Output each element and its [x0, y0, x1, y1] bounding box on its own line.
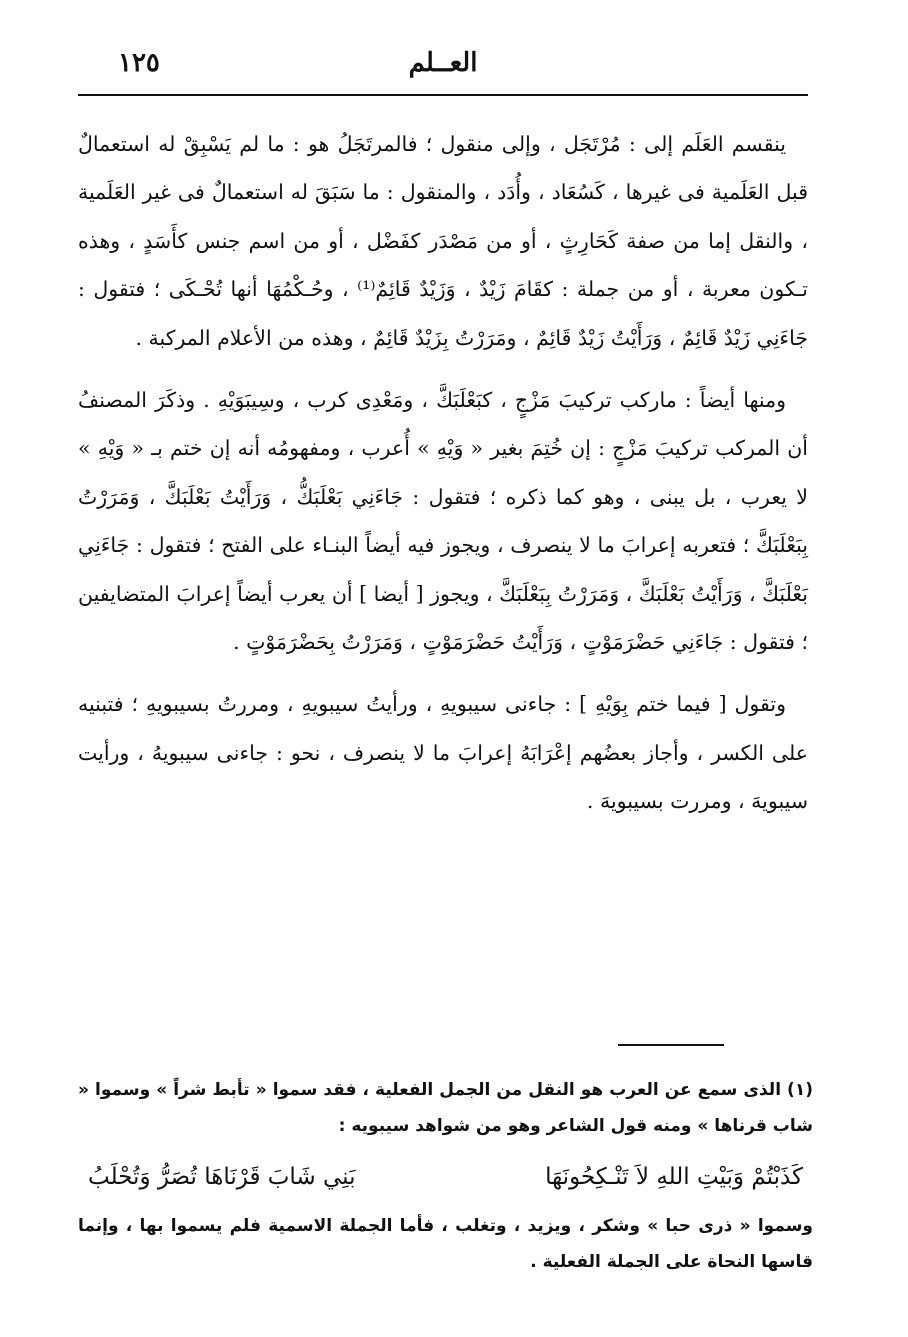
main-text [78, 120, 808, 826]
footnotes [78, 1072, 813, 1280]
paragraph-wayh-ending: وتقول [ فيما ختم بِوَيْهِ ] : جاءنى سيبويهِ ، ورأيتُ سيبويهِ ، ومررتُ بسيبويهِ ؛ فتبنيه على الكسر ، وأجاز بعضُهم إعْرَابَهُ إعرابَ ما لا ينصرف ، نحو : جاءنى سيبويهُ ، ورأيت سيبويهَ ، ومررت بسيبويهَ . [78, 692, 808, 814]
footnote-separator [618, 1044, 724, 1046]
chapter-title: العــلم [408, 48, 478, 78]
page-number: ١٢٥ [118, 48, 160, 78]
footnote-outro: وسموا « ذرى حبا » وشكر ، ويزيد ، وتغلب ، فأما الجملة الاسمية فلم يسموا بها ، وإنما قاسها النحاة على الجملة الفعلية . [78, 1216, 813, 1272]
verse-second-hemistich: بَنِي شَابَ قَرْنَاهَا تُصَرُّ وَتُحْلَبُ [88, 1164, 356, 1190]
verse-line [88, 1158, 803, 1196]
running-header [78, 44, 808, 96]
paragraph-alam-division: ينقسم العَلَم إلى : مُرْتَجَل ، وإلى منقول ؛ فالمرتَجَلُ هو : ما لم يَسْبِقْ له استعمالٌ قبل العَلَمية فى غيرها ، كَسُعَاد ، وأُدَد ، والمنقول : ما سَبَقَ له استعمالٌ فى غير العَلَمية ، والنقل إما من صفة كَحَارِثٍ ، أو من مَصْدَر كفَضْل ، أو من اسم جنس كأَسَدٍ ، وهذه تـكون معربة ، أو من جملة : كقَامَ زَيْدٌ ، وَزَيْدٌ قَائِمٌ⁽¹⁾ ، وحُـكْمُهَا أنها تُحْـكَى ؛ فتقول : جَاءَنِي زَيْدٌ قَائِمٌ ، وَرَأَيْتُ زَيْدٌ قَائِمٌ ، ومَرَرْتُ بِزَيْدٌ قَائِمٌ ، وهذه من الأعلام المركبة . [78, 132, 808, 350]
footnote-intro: (١) الذى سمع عن العرب هو النقل من الجمل الفعلية ، فقد سموا « تأبط شراً » وسموا « شاب قرناها » ومنه قول الشاعر وهو من شواهد سيبويه : [78, 1080, 813, 1136]
verse-first-hemistich: كَذَبْتُمْ وَبَيْتِ اللهِ لاَ تَنْـكِحُونَهَا [545, 1164, 803, 1190]
paragraph-mazj-compound: ومنها أيضاً : ماركب تركيبَ مَزْجٍ ، كبَعْلَبَكَّ ، ومَعْدِى كرب ، وسِيبَوَيْهِ . وذكَرَ المصنفُ أن المركب تركيبَ مَزْجٍ : إن خُتِمَ بغير « وَيْهِ » أُعرب ، ومفهومُه أنه إن ختم بـ « وَيْهِ » لا يعرب ، بل يبنى ، وهو كما ذكره ؛ فتقول : جَاءَنِي بَعْلَبَكُّ ، وَرَأَيْتُ بَعْلَبَكَّ ، وَمَرَرْتُ بِبَعْلَبَكَّ ؛ فتعربه إعرابَ ما لا ينصرف ، ويجوز فيه أيضاً البنـاء على الفتح ؛ فتقول : جَاءَنِي بَعْلَبَكَّ ، وَرَأَيْتُ بَعْلَبَكَّ ، وَمَرَرْتُ بِبَعْلَبَكَّ ، ويجوز [ أيضا ] أن يعرب أيضاً إعرابَ المتضايفين ؛ فتقول : جَاءَنِي حَضْرَمَوْتٍ ، وَرَأَيْتُ حَضْرَمَوْتٍ ، وَمَرَرْتُ بِحَضْرَمَوْتٍ . [78, 388, 808, 655]
